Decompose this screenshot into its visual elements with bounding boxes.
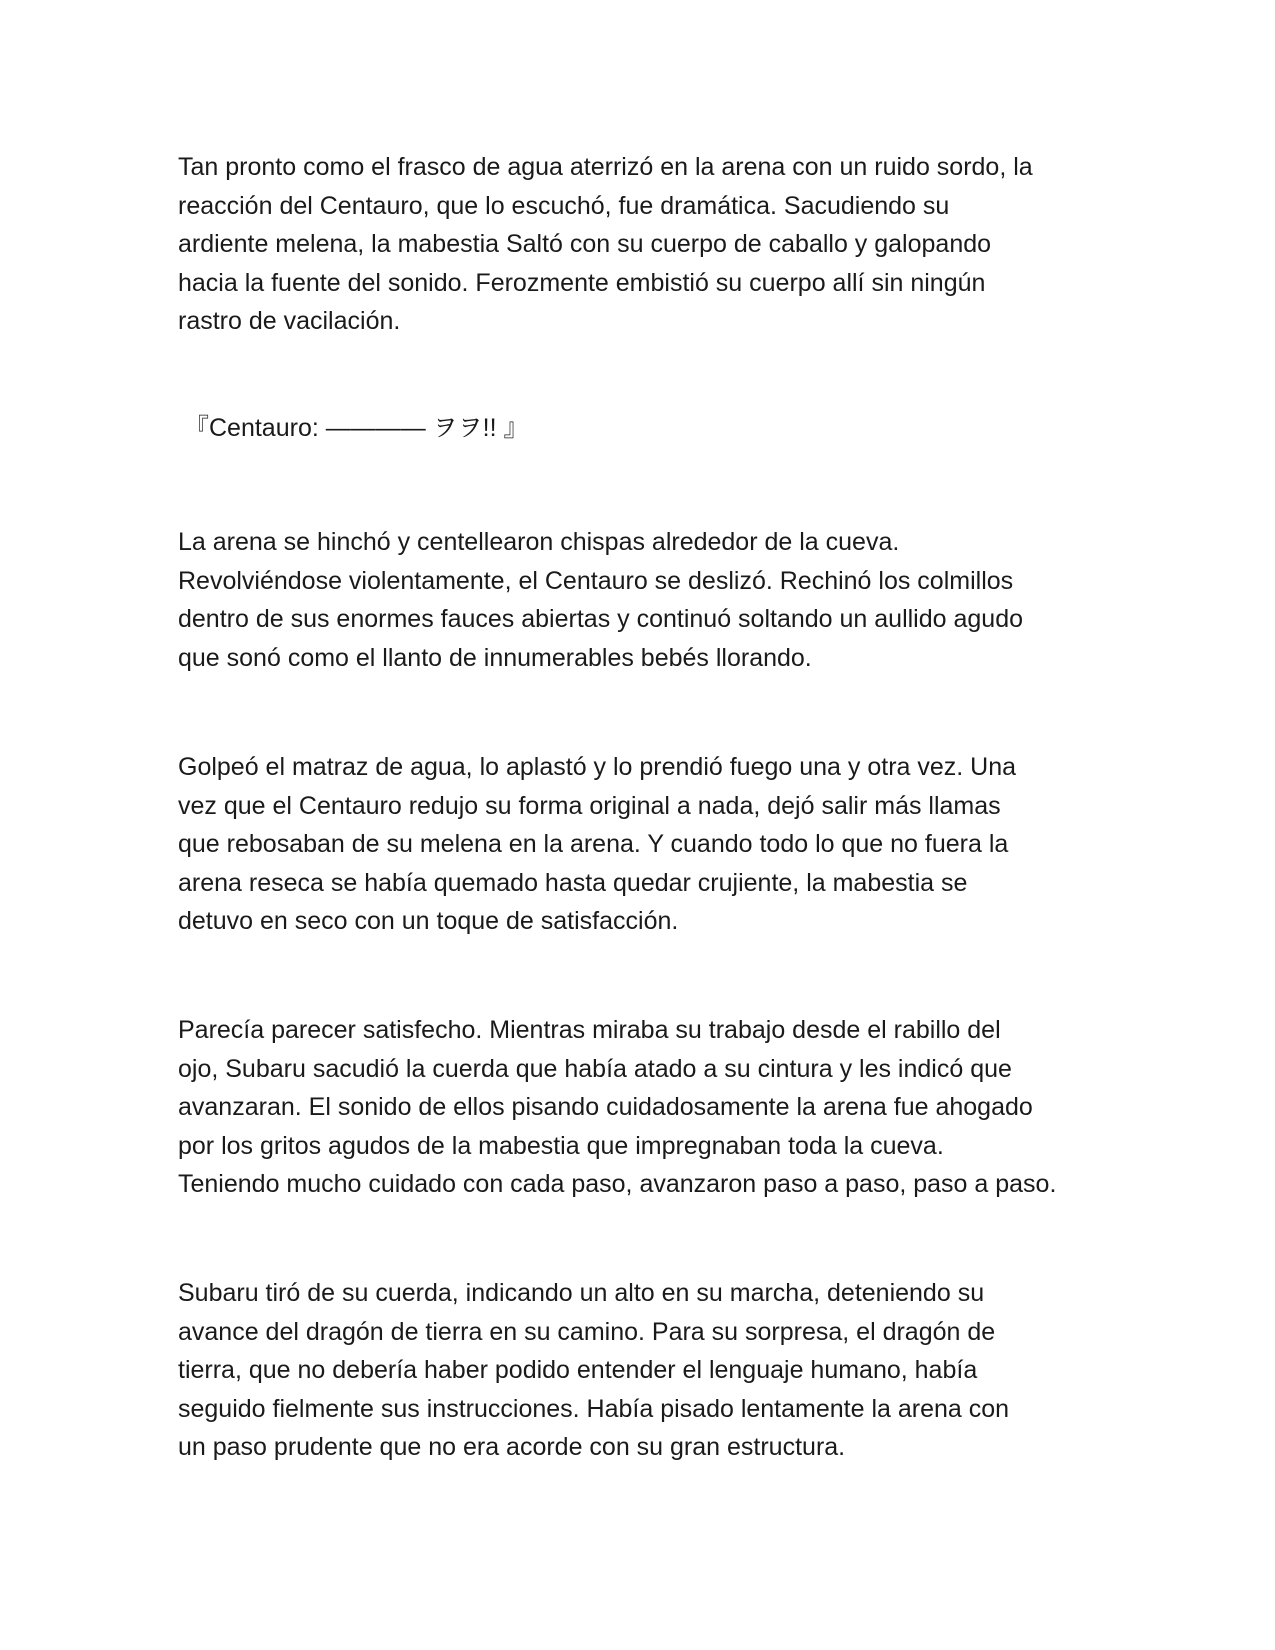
paragraph: Subaru tiró de su cuerda, indicando un alto en su marcha, deteniendo su avance del dragón de tierra en su camino. Para su sorpresa, el dragón de tierra, que no debería haber podido entender el lenguaje humano, había seguido fielmente sus instrucciones. Había pisado lentamente la arena con un paso prudente que no era acorde con su gran estructura. [178, 1279, 1010, 1461]
paragraph: Golpeó el matraz de agua, lo aplastó y lo prendió fuego una y otra vez. Una vez que el Centauro redujo su forma original a nada, dejó salir más llamas que rebosaban de su melena en la arena. Y cuando todo lo que no fuera la arena reseca se había quemado hasta quedar crujiente, la mabestia se detuvo en seco con un toque de satisfacción. [178, 753, 1017, 935]
dialogue-line: 『Centauro: ———— ヲヲ!! 』 [184, 414, 529, 442]
paragraph: Tan pronto como el frasco de agua aterrizó en la arena con un ruido sordo, la reacción del Centauro, que lo escuchó, fue dramática. Sacudiendo su ardiente melena, la mabestia Saltó con su cuerpo de caballo y galopando hacia la fuente del sonido. Ferozmente embistió su cuerpo allí sin ningún rastro de vacilación. [178, 153, 1033, 335]
paragraph: La arena se hinchó y centellearon chispas alrededor de la cueva. Revolviéndose violentamente, el Centauro se deslizó. Rechinó los colmillos dentro de sus enormes fauces abiertas y continuó soltando un aullido agudo que sonó como el llanto de innumerables bebés llorando. [178, 528, 1024, 672]
paragraph: Parecía parecer satisfecho. Mientras miraba su trabajo desde el rabillo del ojo, Subaru sacudió la cuerda que había atado a su cintura y les indicó que avanzaran. El sonido de ellos pisando cuidadosamente la arena fue ahogado por los gritos agudos de la mabestia que impregnaban toda la cueva. Teniendo mucho cuidado con cada paso, avanzaron paso a paso, paso a paso. [178, 1016, 1057, 1198]
